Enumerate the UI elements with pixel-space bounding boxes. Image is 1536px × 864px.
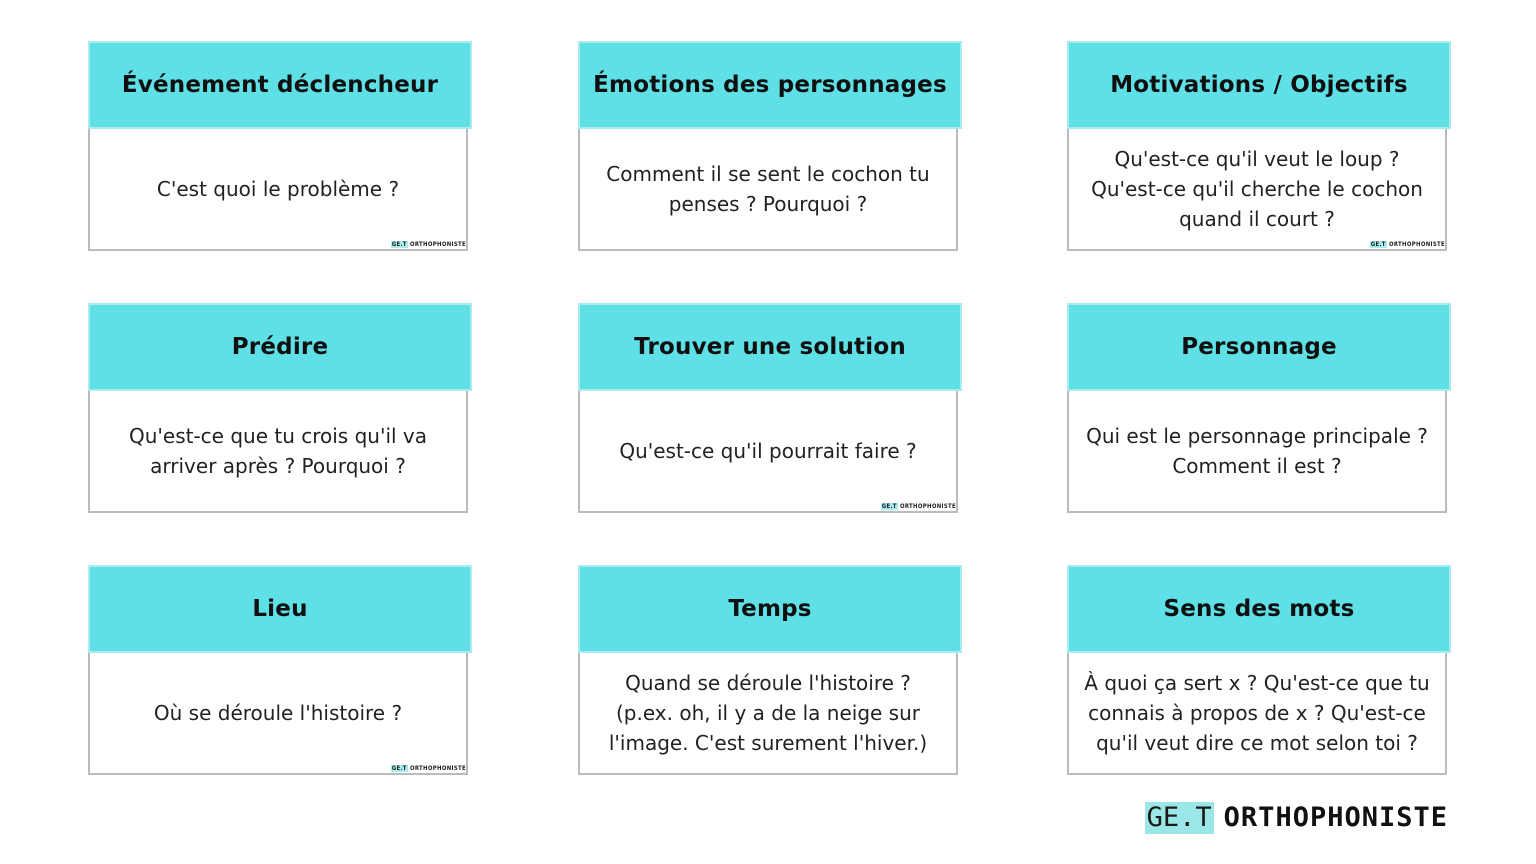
card-question: Qu'est-ce qu'il pourrait faire ? bbox=[619, 439, 917, 463]
card-body bbox=[90, 391, 466, 511]
card-mini-logo bbox=[1370, 241, 1445, 248]
card-title: Motivations / Objectifs bbox=[1110, 72, 1408, 98]
card-body bbox=[580, 653, 956, 773]
card-question: Comment il se sent le cochon tu penses ? Pourquoi ? bbox=[606, 162, 930, 216]
card-header bbox=[88, 41, 472, 129]
mini-logo-ge: GE.T bbox=[391, 241, 407, 248]
card-title: Émotions des personnages bbox=[593, 72, 947, 98]
card-body bbox=[90, 653, 466, 773]
mini-logo-name: ORTHOPHONISTE bbox=[1388, 241, 1445, 248]
card-question: Quand se déroule l'histoire ? (p.ex. oh, il y a de la neige sur l'image. C'est surement l'hiver.) bbox=[608, 671, 928, 755]
card-emotions-personnages bbox=[578, 41, 958, 251]
mini-logo-ge: GE.T bbox=[391, 765, 407, 772]
card-lieu bbox=[88, 565, 468, 775]
card-mini-logo bbox=[391, 765, 466, 772]
card-title: Sens des mots bbox=[1163, 596, 1355, 622]
mini-logo-ge: GE.T bbox=[1370, 241, 1386, 248]
card-body bbox=[1069, 391, 1445, 511]
card-question: Où se déroule l'histoire ? bbox=[153, 701, 403, 725]
card-body bbox=[1069, 653, 1445, 773]
mini-logo-name: ORTHOPHONISTE bbox=[899, 503, 956, 510]
card-title: Temps bbox=[728, 596, 812, 622]
card-question: Qu'est-ce que tu crois qu'il va arriver après ? Pourquoi ? bbox=[128, 424, 428, 478]
mini-logo-name: ORTHOPHONISTE bbox=[409, 241, 466, 248]
card-body bbox=[580, 129, 956, 249]
card-body bbox=[580, 391, 956, 511]
card-question: À quoi ça sert x ? Qu'est-ce que tu connais à propos de x ? Qu'est-ce qu'il veut dire ce mot selon toi ? bbox=[1084, 671, 1430, 755]
card-temps bbox=[578, 565, 958, 775]
card-title: Personnage bbox=[1181, 334, 1337, 360]
card-title: Prédire bbox=[231, 334, 329, 360]
card-personnage bbox=[1067, 303, 1447, 513]
card-title: Trouver une solution bbox=[634, 334, 906, 360]
card-header bbox=[578, 565, 962, 653]
card-header bbox=[88, 303, 472, 391]
card-motivations-objectifs bbox=[1067, 41, 1447, 251]
card-trouver-solution bbox=[578, 303, 958, 513]
card-mini-logo bbox=[881, 503, 956, 510]
card-body bbox=[1069, 129, 1445, 249]
mini-logo-ge: GE.T bbox=[881, 503, 897, 510]
card-header bbox=[88, 565, 472, 653]
brand-logo bbox=[1145, 802, 1448, 834]
card-sens-des-mots bbox=[1067, 565, 1447, 775]
card-header bbox=[1067, 41, 1451, 129]
card-title: Événement déclencheur bbox=[121, 72, 439, 98]
card-question: Qu'est-ce qu'il veut le loup ? Qu'est-ce qu'il cherche le cochon quand il court ? bbox=[1091, 147, 1423, 231]
card-mini-logo bbox=[391, 241, 466, 248]
card-header bbox=[1067, 303, 1451, 391]
mini-logo-name: ORTHOPHONISTE bbox=[409, 765, 466, 772]
card-header bbox=[1067, 565, 1451, 653]
card-question: Qui est le personnage principale ? Comment il est ? bbox=[1086, 424, 1428, 478]
card-title: Lieu bbox=[252, 596, 308, 622]
card-question: C'est quoi le problème ? bbox=[156, 177, 400, 201]
card-header bbox=[578, 303, 962, 391]
card-evenement-declencheur bbox=[88, 41, 468, 251]
brand-logo-name: ORTHOPHONISTE bbox=[1223, 802, 1448, 833]
brand-logo-ge: GE.T bbox=[1146, 802, 1212, 833]
card-predire bbox=[88, 303, 468, 513]
card-body bbox=[90, 129, 466, 249]
card-header bbox=[578, 41, 962, 129]
